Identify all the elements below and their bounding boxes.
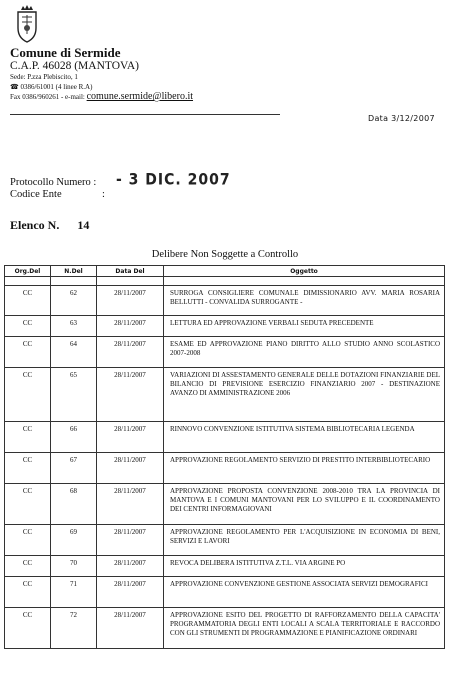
document-date: Data 3/12/2007 <box>368 114 435 123</box>
table-row <box>5 577 445 608</box>
cell-number: 71 <box>51 577 97 608</box>
cell-number: 72 <box>51 608 97 649</box>
column-header-date: Data Del <box>97 266 164 277</box>
column-header-num: N.Del <box>51 266 97 277</box>
cell-date: 28/11/2007 <box>97 525 164 556</box>
cell-org: CC <box>5 368 51 422</box>
cell-oggetto: SURROGA CONSIGLIERE COMUNALE DIMISSIONARIO AVV. MARIA ROSARIA BELLUTTI - CONVALIDA SURROGANTE - <box>164 286 445 316</box>
cell-oggetto: APPROVAZIONE REGOLAMENTO PER L'ACQUISIZIONE IN ECONOMIA DI BENI, SERVIZI E LAVORI <box>164 525 445 556</box>
table-row <box>5 337 445 368</box>
cell-org: CC <box>5 608 51 649</box>
cell-oggetto: LETTURA ED APPROVAZIONE VERBALI SEDUTA PRECEDENTE <box>164 316 445 337</box>
cell-date: 28/11/2007 <box>97 484 164 525</box>
table-row <box>5 525 445 556</box>
cell-date: 28/11/2007 <box>97 608 164 649</box>
cell-number: 70 <box>51 556 97 577</box>
postal-code: C.A.P. 46028 (MANTOVA) <box>10 60 139 72</box>
table-row <box>5 286 445 316</box>
cell-oggetto: APPROVAZIONE REGOLAMENTO SERVIZIO DI PRESTITO INTERBIBLIOTECARIO <box>164 453 445 484</box>
municipal-crest-icon <box>12 4 42 44</box>
elenco-number <box>10 218 89 233</box>
cell-oggetto: RINNOVO CONVENZIONE ISTITUTIVA SISTEMA BIBLIOTECARIA LEGENDA <box>164 422 445 453</box>
fax-email-line <box>10 92 310 102</box>
cell-org: CC <box>5 525 51 556</box>
cell-oggetto: APPROVAZIONE PROPOSTA CONVENZIONE 2008-2010 TRA LA PROVINCIA DI MANTOVA E I COMUNI MANTOVANI PER LO SVILUPPO E IL COORDINAMENTO DEI CENTRI INFORMAGIOVANI <box>164 484 445 525</box>
spacer-cell <box>97 277 164 286</box>
codice-ente-colon: : <box>102 189 105 200</box>
email-link[interactable]: comune.sermide@libero.it <box>86 91 194 102</box>
table-row <box>5 484 445 525</box>
cell-number: 66 <box>51 422 97 453</box>
delibere-table <box>4 265 445 649</box>
cell-date: 28/11/2007 <box>97 577 164 608</box>
cell-oggetto: VARIAZIONI DI ASSESTAMENTO GENERALE DELLE DOTAZIONI FINANZIARIE DEL BILANCIO DI PREVISIONE ESERCIZIO FINANZIARIO 2007 - DESTINAZIONE AVANZO DI AMMINISTRAZIONE 2006 <box>164 368 445 422</box>
cell-number: 65 <box>51 368 97 422</box>
sede-address: Sede: P.zza Plebiscito, 1 <box>10 73 78 81</box>
cell-oggetto: REVOCA DELIBERA ISTITUTIVA Z.T.L. VIA ARGINE PO <box>164 556 445 577</box>
comune-name: Comune di Sermide <box>10 45 121 60</box>
elenco-label: Elenco N. <box>10 218 60 232</box>
spacer-cell <box>5 277 51 286</box>
cell-number: 68 <box>51 484 97 525</box>
cell-date: 28/11/2007 <box>97 422 164 453</box>
cell-number: 69 <box>51 525 97 556</box>
cell-oggetto: APPROVAZIONE ESITO DEL PROGETTO DI RAFFORZAMENTO DELLA CAPACITA' PROGRAMMATORIA DEGLI ENTI LOCALI A SCALA TERRITORIALE E RACCORDO CON GLI STRUMENTI DI PROGRAMMAZIONE E PIANIFICAZIONE ORDINARI <box>164 608 445 649</box>
cell-org: CC <box>5 484 51 525</box>
spacer-cell <box>51 277 97 286</box>
cell-org: CC <box>5 556 51 577</box>
cell-number: 67 <box>51 453 97 484</box>
table-row <box>5 316 445 337</box>
cell-org: CC <box>5 337 51 368</box>
cell-date: 28/11/2007 <box>97 453 164 484</box>
spacer-cell <box>164 277 445 286</box>
cell-org: CC <box>5 453 51 484</box>
column-header-org: Org.Del <box>5 266 51 277</box>
cell-oggetto: APPROVAZIONE CONVENZIONE GESTIONE ASSOCIATA SERVIZI DEMOGRAFICI <box>164 577 445 608</box>
letterhead <box>10 46 310 102</box>
fax-label: Fax 0386/960261 - e-mail: <box>10 93 85 101</box>
telephone-number: 0386/61001 (4 linee R.A) <box>20 83 93 91</box>
cell-org: CC <box>5 316 51 337</box>
table-row <box>5 608 445 649</box>
header-divider <box>10 114 280 115</box>
protocol-number-label: Protocollo Numero : <box>10 177 97 188</box>
cell-date: 28/11/2007 <box>97 556 164 577</box>
table-row <box>5 453 445 484</box>
cell-number: 64 <box>51 337 97 368</box>
column-header-oggetto: Oggetto <box>164 266 445 277</box>
protocol-stamp: - 3 DIC. 2007 <box>116 170 231 190</box>
list-subtitle: Delibere Non Soggette a Controllo <box>151 249 299 260</box>
cell-date: 28/11/2007 <box>97 368 164 422</box>
table-row <box>5 556 445 577</box>
elenco-value: 14 <box>77 218 90 232</box>
table-row <box>5 368 445 422</box>
cell-date: 28/11/2007 <box>97 286 164 316</box>
cell-date: 28/11/2007 <box>97 316 164 337</box>
table-header-row <box>5 266 445 277</box>
table-spacer-row <box>5 277 445 286</box>
cell-date: 28/11/2007 <box>97 337 164 368</box>
codice-ente-label: Codice Ente <box>10 189 62 200</box>
cell-number: 63 <box>51 316 97 337</box>
cell-number: 62 <box>51 286 97 316</box>
protocol-block <box>10 177 105 201</box>
cell-oggetto: ESAME ED APPROVAZIONE PIANO DIRITTO ALLO STUDIO ANNO SCOLASTICO 2007-2008 <box>164 337 445 368</box>
cell-org: CC <box>5 577 51 608</box>
cell-org: CC <box>5 286 51 316</box>
table-row <box>5 422 445 453</box>
phone-icon: ☎ <box>10 83 19 91</box>
cell-org: CC <box>5 422 51 453</box>
